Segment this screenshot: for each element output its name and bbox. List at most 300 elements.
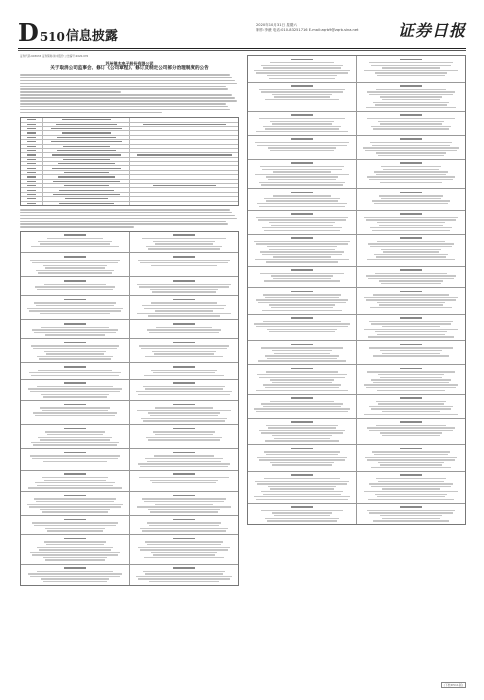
text-line (33, 412, 117, 413)
cell-text (27, 146, 36, 147)
grid-cell (248, 189, 357, 209)
text-line (371, 65, 452, 66)
text-line (43, 557, 106, 558)
text-line (264, 451, 339, 452)
text-line (149, 525, 219, 526)
text-line (368, 243, 454, 244)
text-line (45, 431, 104, 432)
cell-text (27, 163, 36, 164)
cell-text (27, 181, 36, 182)
text-line (145, 541, 223, 542)
text-line (137, 506, 232, 507)
cell-heading (173, 473, 195, 475)
text-line (32, 554, 119, 555)
grid-row (21, 535, 238, 564)
cell-heading (291, 397, 313, 399)
text-line (371, 486, 452, 487)
text-line (272, 94, 331, 95)
text-line (20, 106, 228, 108)
cell-heading (291, 85, 313, 87)
text-line (268, 427, 336, 428)
cell-heading (291, 213, 313, 215)
text-line (272, 464, 332, 465)
text-line (370, 227, 452, 228)
cell-text (27, 159, 36, 160)
cell-text (63, 159, 109, 160)
cell-heading (400, 317, 422, 319)
grid-cell (21, 253, 130, 276)
cell-text (57, 150, 115, 151)
text-line (377, 390, 444, 391)
table-cell (43, 175, 130, 178)
table-cell (130, 193, 238, 196)
grid-cell (357, 395, 465, 418)
grid-cell (357, 112, 465, 135)
text-line (38, 370, 112, 371)
text-line (144, 501, 225, 502)
cell-text (27, 203, 36, 204)
table-cell (21, 118, 43, 121)
text-line (380, 432, 441, 433)
cell-heading (64, 234, 86, 236)
grid-cell (21, 401, 130, 424)
text-line (370, 307, 452, 308)
text-line (270, 379, 333, 380)
text-line (254, 408, 350, 409)
page-number: 510 (39, 30, 65, 44)
grid-cell (130, 471, 238, 491)
grid-cell (357, 315, 465, 341)
grid-cell (357, 472, 465, 503)
text-line (43, 581, 107, 582)
cell-heading (173, 428, 195, 430)
text-line (153, 241, 214, 242)
text-line (270, 121, 333, 122)
text-line (266, 425, 337, 426)
cell-heading (173, 495, 195, 497)
text-line (42, 410, 108, 411)
table-cell (130, 171, 238, 174)
table-cell (21, 149, 43, 152)
table-cell (130, 127, 238, 130)
text-line (382, 435, 440, 436)
text-line (265, 99, 338, 100)
text-line (364, 491, 459, 492)
table-cell (130, 166, 238, 169)
text-line (144, 557, 224, 558)
text-line (257, 374, 347, 375)
text-line (37, 571, 114, 572)
text-line (269, 249, 335, 250)
comparison-grid-left (20, 231, 239, 586)
text-line (20, 226, 134, 228)
text-line (28, 573, 122, 574)
section-title: 信息披露 (65, 29, 118, 44)
grid-cell (130, 401, 238, 424)
table-cell (21, 197, 43, 200)
text-line (270, 401, 334, 402)
text-line (369, 406, 453, 407)
table-cell (43, 162, 130, 165)
text-line (267, 329, 336, 330)
text-line (40, 313, 109, 314)
text-line (43, 265, 106, 266)
table-cell (130, 184, 238, 187)
cell-heading (64, 452, 86, 454)
text-line (273, 195, 331, 196)
grid-row (248, 395, 465, 419)
text-line (269, 331, 335, 332)
text-line (267, 246, 336, 247)
text-line (42, 511, 108, 512)
text-line (148, 439, 220, 440)
text-line (378, 481, 444, 482)
text-line (145, 573, 224, 574)
text-line (20, 212, 232, 214)
text-line (31, 442, 119, 443)
text-line (367, 91, 455, 92)
text-line (20, 215, 235, 217)
cell-heading (291, 506, 313, 508)
text-line (36, 305, 115, 306)
grid-row (248, 235, 465, 267)
text-line (369, 512, 454, 513)
grid-cell (21, 492, 130, 515)
newspaper-logo: 证券日报 (397, 21, 466, 40)
grid-cell (248, 267, 357, 287)
text-line (380, 377, 442, 378)
grid-cell (248, 341, 357, 364)
text-line (28, 487, 122, 488)
text-line (259, 118, 346, 119)
text-line (263, 67, 342, 68)
text-line (380, 123, 442, 124)
text-line (371, 408, 452, 409)
text-line (43, 396, 107, 397)
text-line (152, 482, 216, 483)
cell-text (27, 141, 36, 142)
cell-heading (400, 269, 422, 271)
cell-text (27, 154, 36, 155)
text-line (270, 150, 334, 151)
cell-text (27, 168, 36, 169)
text-line (139, 286, 230, 287)
table-cell (21, 184, 43, 187)
text-line (20, 112, 162, 114)
text-line (259, 206, 346, 207)
cell-text (58, 176, 115, 177)
text-line (266, 454, 338, 455)
grid-row (21, 277, 238, 296)
text-line (363, 147, 459, 148)
text-line (41, 327, 109, 328)
text-line (155, 434, 213, 435)
text-line (47, 434, 103, 435)
text-line (265, 128, 339, 129)
text-line (367, 176, 455, 177)
text-line (256, 499, 349, 500)
table-cell (43, 180, 130, 183)
cell-heading (173, 538, 195, 540)
cell-text (27, 119, 36, 120)
text-line (138, 394, 231, 395)
text-line (155, 407, 212, 408)
grid-cell (130, 380, 238, 400)
text-line (32, 329, 118, 330)
text-line (46, 353, 104, 354)
cell-text (62, 132, 110, 133)
text-line (377, 302, 444, 303)
text-line (364, 384, 458, 385)
cell-heading (400, 474, 422, 476)
grid-row (248, 56, 465, 83)
text-line (150, 289, 217, 290)
notes-text-block (20, 209, 239, 228)
table-cell (43, 193, 130, 196)
text-line (136, 391, 232, 392)
text-line (255, 174, 350, 175)
cell-text (57, 137, 116, 138)
grid-cell (248, 112, 357, 135)
cell-text (27, 176, 36, 177)
text-line (142, 305, 226, 306)
text-line (364, 70, 459, 71)
text-line (376, 401, 445, 402)
grid-row (21, 232, 238, 253)
grid-cell (130, 296, 238, 319)
grid-cell (248, 395, 357, 418)
table-cell (130, 131, 238, 134)
text-line (142, 498, 226, 499)
grid-row (248, 83, 465, 112)
text-line (34, 302, 116, 303)
text-line (259, 459, 346, 460)
grid-cell (357, 160, 465, 188)
cell-heading (400, 237, 422, 239)
table-cell (21, 140, 43, 143)
text-line (34, 525, 117, 526)
grid-row (21, 339, 238, 363)
cell-text (27, 137, 36, 138)
cell-heading (400, 59, 422, 61)
cell-heading (400, 162, 422, 164)
cell-heading (291, 317, 313, 319)
text-line (380, 96, 441, 97)
text-line (273, 256, 330, 257)
text-line (274, 353, 330, 354)
grid-cell (248, 160, 357, 188)
text-line (364, 414, 459, 415)
text-line (382, 67, 439, 68)
grid-row (248, 315, 465, 342)
cell-heading (291, 114, 313, 116)
table-cell (130, 149, 238, 152)
cell-text (27, 150, 36, 151)
text-line (376, 425, 446, 426)
grid-cell (21, 565, 130, 585)
text-line (141, 418, 227, 419)
text-line (40, 407, 109, 408)
text-line (379, 304, 443, 305)
text-line (255, 259, 350, 260)
text-line (373, 520, 448, 521)
grid-row (21, 471, 238, 492)
grid-cell (130, 565, 238, 585)
cell-text (27, 128, 36, 129)
grid-cell (21, 320, 130, 338)
grid-row (248, 341, 465, 365)
text-line (378, 403, 444, 404)
table-cell (130, 197, 238, 200)
cell-heading (400, 138, 422, 140)
table-cell (130, 145, 238, 148)
text-line (37, 547, 112, 548)
text-line (40, 509, 109, 510)
text-line (375, 494, 446, 495)
grid-row (21, 320, 238, 339)
cell-text (53, 181, 121, 182)
text-line (371, 379, 451, 380)
text-line (274, 96, 330, 97)
cell-text (64, 172, 110, 173)
text-line (37, 356, 112, 357)
text-line (156, 327, 212, 328)
text-line (151, 265, 216, 266)
text-line (44, 541, 105, 542)
text-line (379, 225, 443, 226)
table-row (21, 202, 238, 205)
text-line (140, 528, 228, 529)
text-line (377, 241, 445, 242)
table-cell (21, 180, 43, 183)
text-line (264, 230, 341, 231)
grid-cell (130, 277, 238, 295)
cell-heading (291, 269, 313, 271)
text-line (371, 126, 451, 127)
cell-heading (64, 519, 86, 521)
cell-heading (173, 280, 195, 282)
text-line (145, 458, 223, 459)
text-line (145, 388, 224, 389)
text-line (372, 145, 451, 146)
text-line (256, 217, 348, 218)
table-cell (21, 131, 43, 134)
text-line (368, 336, 454, 337)
text-line (20, 209, 230, 211)
text-line (150, 415, 218, 416)
cell-heading (173, 234, 195, 236)
text-line (45, 528, 104, 529)
text-line (153, 372, 215, 373)
cell-text (62, 119, 111, 120)
text-line (32, 522, 118, 523)
text-line (378, 374, 443, 375)
text-line (147, 329, 220, 330)
cell-heading (173, 519, 195, 521)
text-line (364, 329, 459, 330)
text-line (367, 118, 456, 119)
text-line (268, 179, 336, 180)
text-line (256, 72, 349, 73)
grid-cell (357, 211, 465, 234)
cell-text (53, 194, 120, 195)
text-line (20, 94, 232, 96)
text-line (377, 222, 444, 223)
text-line (37, 386, 114, 387)
grid-cell (357, 288, 465, 314)
text-line (272, 382, 332, 383)
grid-row (21, 449, 238, 470)
table-cell (130, 202, 238, 205)
text-line (39, 549, 111, 550)
text-line (154, 455, 214, 456)
grid-cell (357, 136, 465, 159)
text-line (365, 150, 458, 151)
text-line (30, 391, 121, 392)
text-line (265, 387, 339, 388)
text-line (28, 388, 122, 389)
text-line (266, 200, 338, 201)
grid-cell (357, 419, 465, 445)
text-line (263, 406, 342, 407)
cell-heading (400, 192, 422, 194)
cell-heading (400, 291, 422, 293)
text-line (373, 382, 450, 383)
text-line (273, 171, 330, 172)
cell-text (143, 124, 226, 125)
grid-cell (248, 445, 357, 471)
cell-heading (400, 448, 422, 450)
text-line (141, 348, 228, 349)
table-cell (130, 123, 238, 126)
cell-text (51, 141, 122, 142)
table-cell (130, 180, 238, 183)
text-line (140, 466, 229, 467)
table-cell (43, 158, 130, 161)
stock-code-line: 证券代码:603633 证券简称:徕木股份 公告编号:2020-076 (20, 55, 89, 58)
text-line (155, 504, 212, 505)
text-line (147, 522, 220, 523)
cell-heading (291, 138, 313, 140)
text-line (257, 203, 347, 204)
cell-heading (173, 452, 195, 454)
text-line (256, 299, 348, 300)
text-line (258, 302, 347, 303)
text-line (155, 310, 212, 311)
grid-cell (248, 235, 357, 266)
cell-heading (64, 567, 86, 569)
text-line (143, 420, 226, 421)
text-line (260, 251, 344, 252)
grid-cell (21, 516, 130, 534)
text-line (376, 478, 445, 479)
table-cell (130, 136, 238, 139)
text-line (148, 248, 220, 249)
text-line (263, 294, 341, 295)
grid-cell (21, 471, 130, 491)
grid-cell (248, 419, 357, 445)
text-line (366, 275, 456, 276)
text-line (145, 356, 223, 357)
section-masthead (18, 18, 118, 47)
grid-cell (130, 339, 238, 362)
text-line (267, 75, 336, 76)
text-line (30, 552, 120, 553)
text-line (261, 347, 344, 348)
table-cell (43, 184, 130, 187)
grid-cell (357, 341, 465, 364)
continued-tag: (下转D511版) (441, 682, 466, 688)
